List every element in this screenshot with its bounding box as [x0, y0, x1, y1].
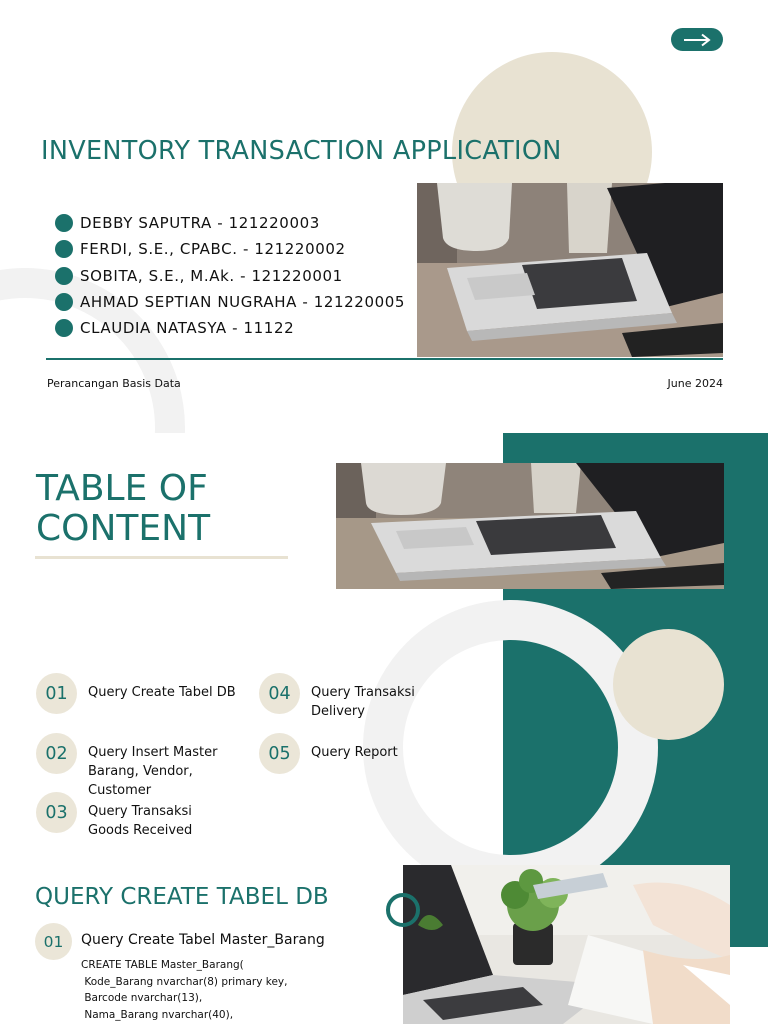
next-slide-button[interactable]	[671, 28, 723, 51]
toc-number-badge: 03	[36, 792, 77, 833]
section-title: QUERY CREATE TABEL DB	[35, 884, 329, 910]
bullet-dot	[55, 214, 73, 232]
table-of-content-slide	[0, 433, 768, 865]
toc-title	[36, 469, 210, 549]
author-name: DEBBY SAPUTRA - 121220003	[80, 214, 320, 233]
toc-title-line: CONTENT	[36, 508, 211, 549]
course-name: Perancangan Basis Data	[47, 377, 181, 390]
bullet-dot	[55, 267, 73, 285]
toc-item-label: Query Transaksi Goods Received	[88, 804, 193, 838]
bullet-dot	[55, 240, 73, 258]
query-subtitle: Query Create Tabel Master_Barang	[81, 932, 325, 948]
teal-ring-decoration	[386, 893, 420, 927]
toc-number-badge: 05	[259, 733, 300, 774]
laptop-photo	[417, 183, 723, 357]
toc-item-create-tabel[interactable]	[36, 673, 251, 714]
author-name: CLAUDIA NATASYA - 11122	[80, 319, 295, 338]
presentation-date: June 2024	[667, 377, 723, 390]
title-underline	[35, 556, 288, 559]
query-create-slide	[0, 865, 768, 1024]
toc-number-badge: 01	[36, 673, 77, 714]
author-item	[55, 210, 405, 236]
code-line: Nama_Barang nvarchar(40),	[81, 1008, 234, 1021]
laptop-photo	[336, 463, 724, 589]
toc-number-badge: 02	[36, 733, 77, 774]
author-item	[55, 236, 405, 262]
presentation-title: INVENTORY TRANSACTION APPLICATION	[41, 136, 562, 166]
sql-code-block	[81, 957, 287, 1023]
toc-item-report[interactable]	[259, 733, 444, 774]
divider-line	[46, 358, 723, 360]
author-name: SOBITA, S.E., M.Ak. - 121220001	[80, 266, 343, 285]
code-line: CREATE TABLE Master_Barang(	[81, 959, 244, 971]
office-photo	[403, 865, 730, 1024]
toc-item-label: Query Create Tabel DB	[88, 685, 236, 700]
author-list	[55, 210, 405, 341]
author-item	[55, 315, 405, 341]
toc-item-label: Query Transaksi Delivery	[311, 685, 415, 719]
toc-item-delivery[interactable]	[259, 673, 444, 721]
toc-item-label: Query Report	[311, 745, 398, 760]
author-item	[55, 289, 405, 315]
query-number-badge: 01	[35, 923, 72, 960]
toc-number-badge: 04	[259, 673, 300, 714]
toc-item-label: Query Insert Master Barang, Vendor, Customer	[88, 745, 218, 798]
toc-item-insert-master[interactable]	[36, 733, 236, 800]
beige-circle-decoration	[613, 629, 724, 740]
author-name: AHMAD SEPTIAN NUGRAHA - 121220005	[80, 293, 406, 312]
author-item	[55, 263, 405, 289]
code-line: Kode_Barang nvarchar(8) primary key,	[81, 975, 288, 988]
bullet-dot	[55, 319, 73, 337]
code-line: Barcode nvarchar(13),	[81, 992, 203, 1004]
toc-item-goods-received[interactable]	[36, 792, 236, 840]
teal-block-decoration	[730, 865, 768, 947]
author-name: FERDI, S.E., CPABC. - 121220002	[80, 240, 346, 259]
toc-title-line: TABLE OF	[36, 468, 208, 509]
bullet-dot	[55, 293, 73, 311]
arrow-right-icon	[682, 33, 712, 47]
title-slide	[0, 0, 768, 433]
